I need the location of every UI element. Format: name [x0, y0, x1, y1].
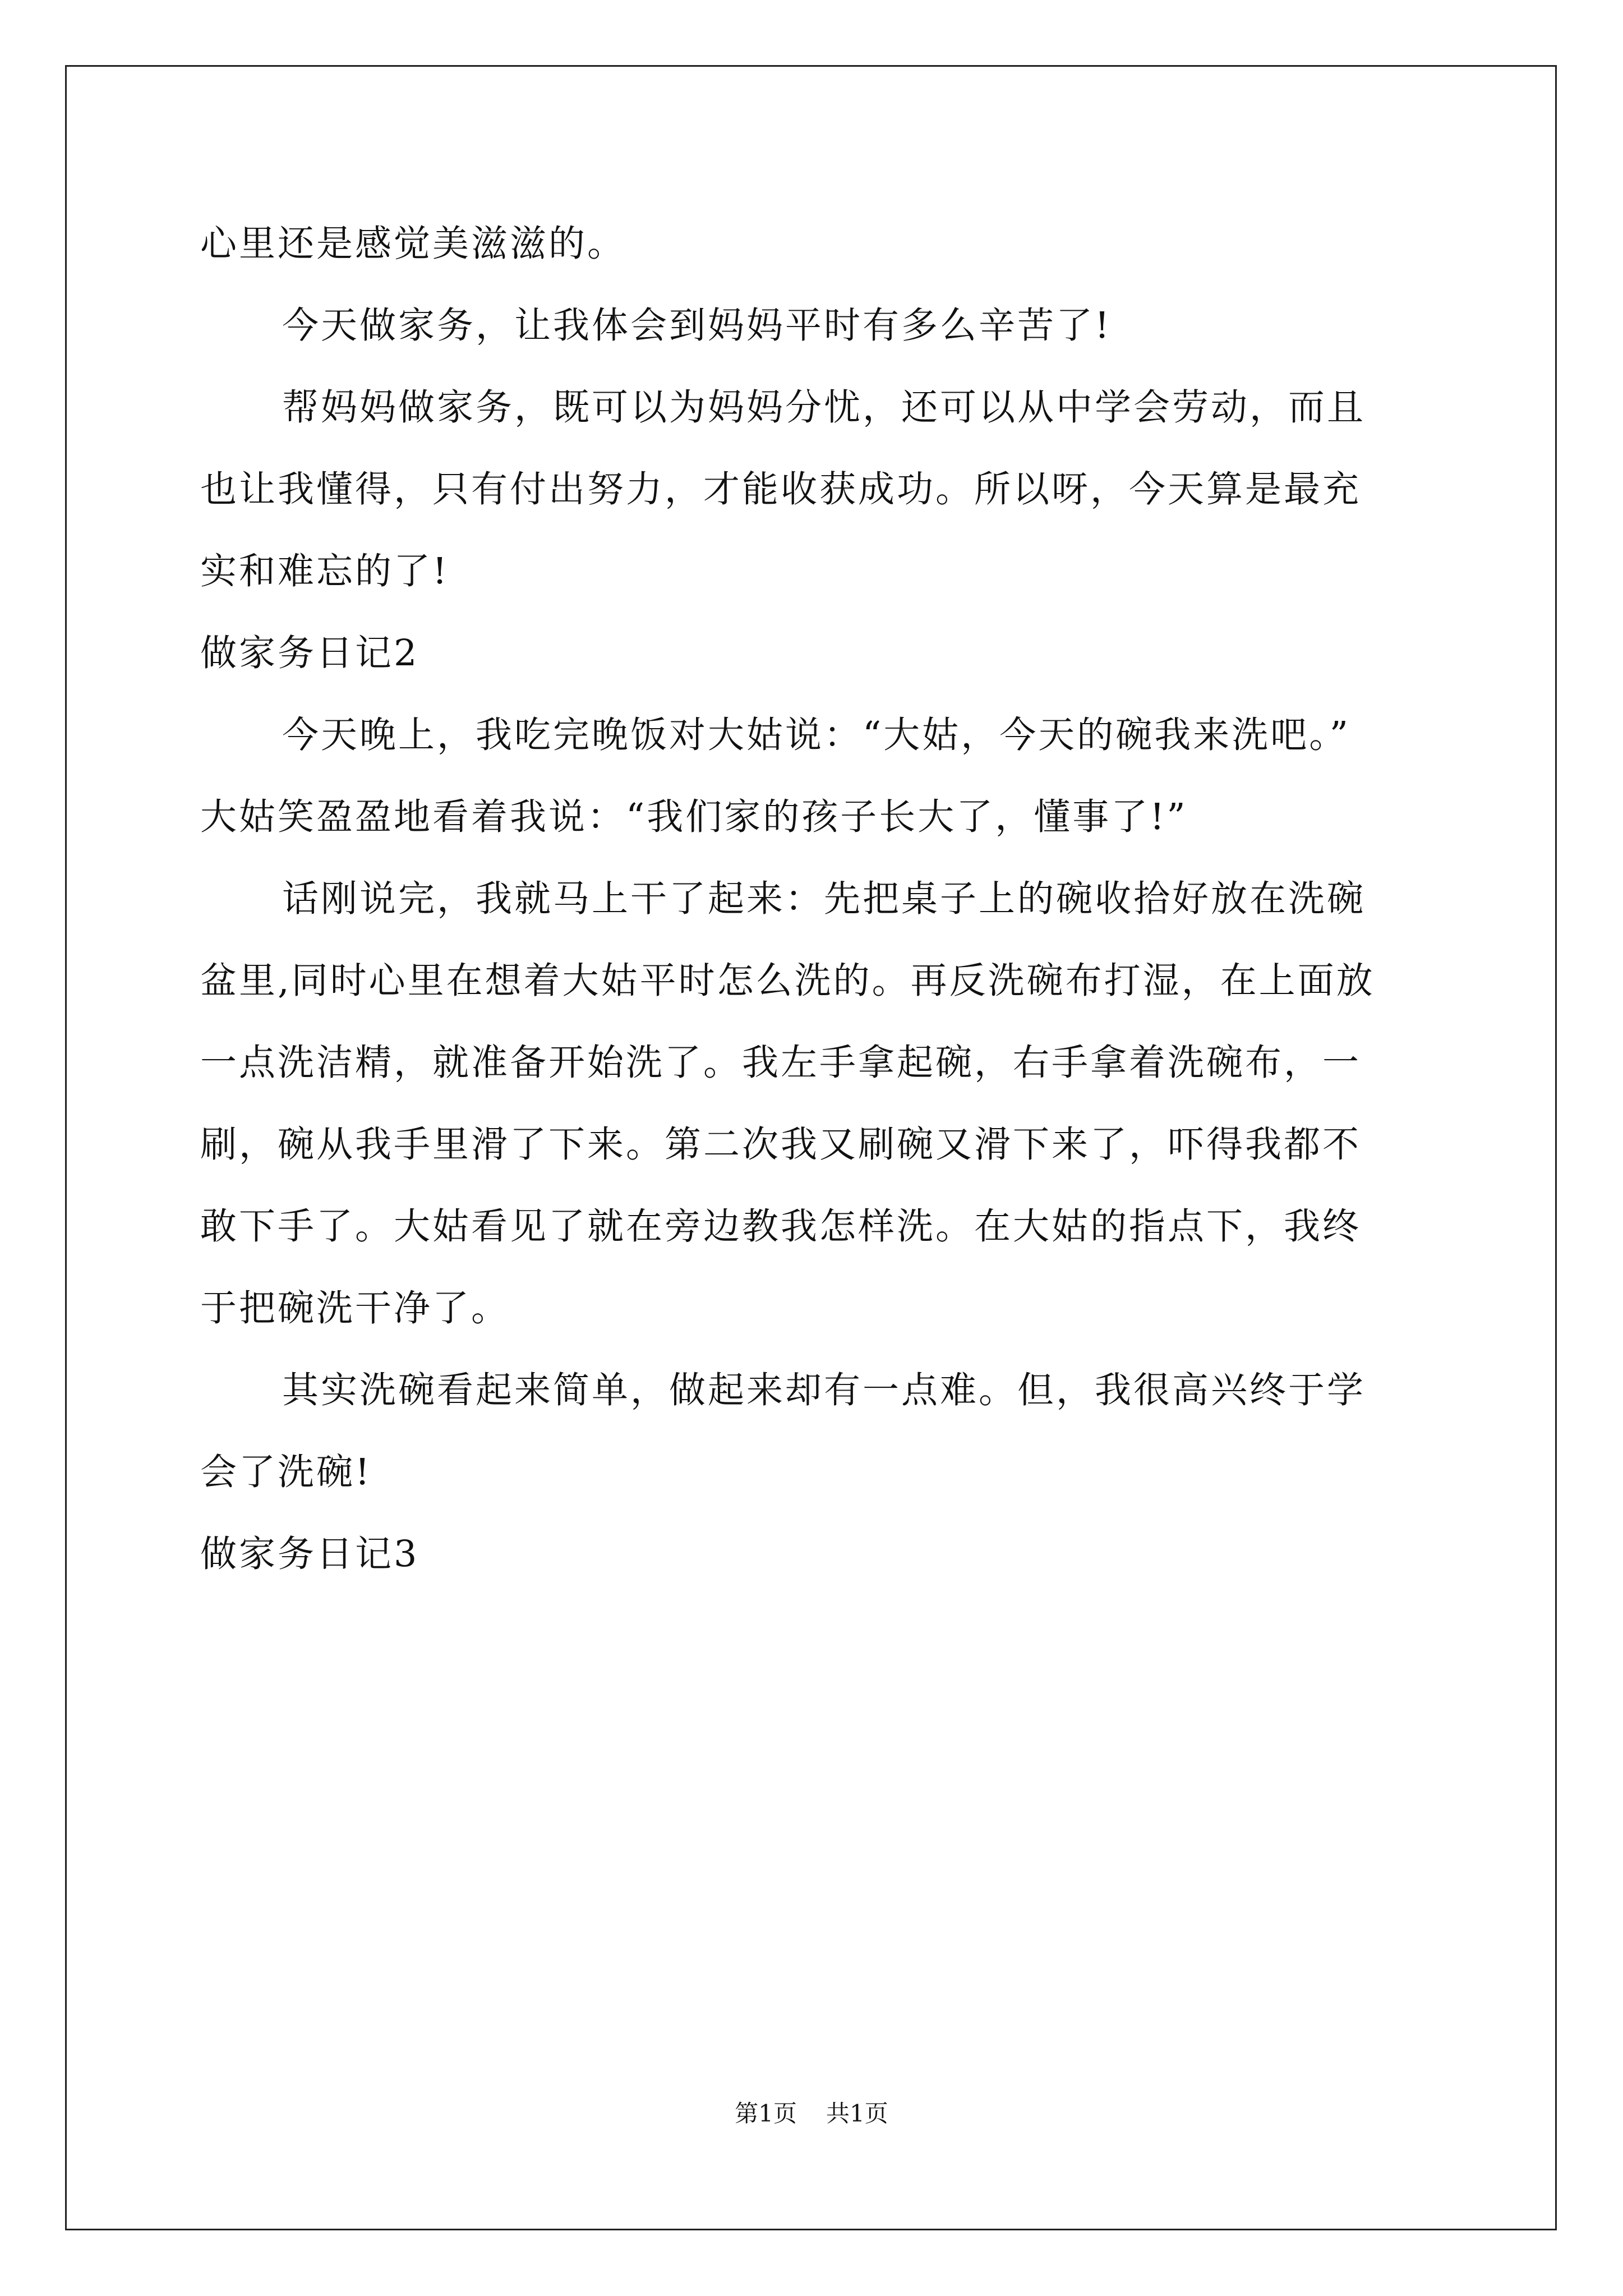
paragraph-line: 其实洗碗看起来简单，做起来却有一点难。但，我很高兴终于学	[282, 1369, 1366, 1411]
paragraph-line: 话刚说完，我就马上干了起来：先把桌子上的碗收拾好放在洗碗	[282, 878, 1366, 920]
paragraph-line: 帮妈妈做家务，既可以为妈妈分忧，还可以从中学会劳动，而且	[282, 386, 1366, 429]
paragraph-line: 于把碗洗干净了。	[200, 1287, 510, 1329]
paragraph-line: 实和难忘的了!	[200, 550, 450, 592]
section-heading: 做家务日记2	[200, 632, 419, 674]
page-total: 共1页	[826, 2100, 888, 2127]
paragraph-line: 也让我懂得，只有付出努力，才能收获成功。所以呀，今天算是最充	[200, 468, 1362, 510]
paragraph-line: 今天晚上，我吃完晚饭对大姑说：“大姑，今天的碗我来洗吧。”	[282, 714, 1350, 756]
paragraph-line: 一点洗洁精，就准备开始洗了。我左手拿起碗，右手拿着洗碗布，一	[200, 1042, 1362, 1084]
page-footer	[0, 2097, 1623, 2131]
paragraph-line: 大姑笑盈盈地看着我说：“我们家的孩子长大了，懂事了!”	[200, 796, 1188, 838]
paragraph-line: 心里还是感觉美滋滋的。	[200, 223, 626, 265]
section-heading: 做家务日记3	[200, 1533, 419, 1575]
page-number: 第1页	[735, 2100, 797, 2127]
paragraph-line: 刷，碗从我手里滑了下来。第二次我又刷碗又滑下来了，吓得我都不	[200, 1124, 1362, 1166]
document-body	[200, 203, 1434, 1595]
paragraph-line: 会了洗碗!	[200, 1451, 372, 1493]
paragraph-line: 敢下手了。大姑看见了就在旁边教我怎样洗。在大姑的指点下，我终	[200, 1205, 1362, 1248]
paragraph-line: 今天做家务，让我体会到妈妈平时有多么辛苦了!	[282, 305, 1112, 347]
paragraph-line: 盆里,同时心里在想着大姑平时怎么洗的。再反洗碗布打湿，在上面放	[200, 960, 1375, 1002]
